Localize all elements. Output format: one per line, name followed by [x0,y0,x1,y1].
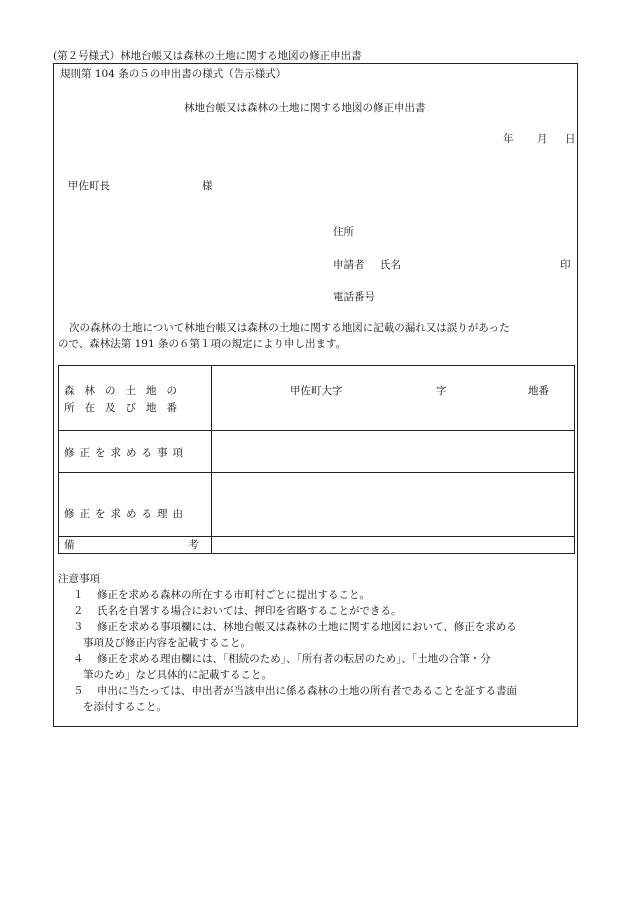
address-label: 住所 [333,226,354,238]
row4-label-a: 備 [64,539,75,551]
note-5-text-b: を添付すること。 [83,701,167,713]
row2-value-field[interactable] [212,431,574,472]
row3-value-field[interactable] [212,473,574,536]
applicant-label: 申請者 [333,259,365,271]
name-label: 氏名 [380,259,401,271]
note-5-text-a: 申出に当たっては、申出者が当該申出に係る森林の土地の所有者であることを証する書面 [97,685,517,697]
row3-label: 修正を求める理由 [64,508,188,520]
row1-value-field[interactable] [212,366,574,430]
addressee-honorific: 様 [202,180,213,192]
date-day: 日 [565,133,576,145]
seal-label: 印 [560,259,571,271]
row1-town: 甲佐町大字 [290,385,343,397]
row1-label-line1: 森林の土地の [64,385,187,397]
row2-label: 修正を求める事項 [64,447,188,459]
row1-chiban: 地番 [528,385,549,397]
body-text-line1: 次の森林の土地について林地台帳又は森林の土地に関する地図に記載の漏れ又は誤りがあった [69,322,510,334]
row1-label-line2: 所在及び地番 [64,402,187,414]
note-4-text-b: 筆のため」など具体的に記載すること。 [83,669,272,681]
note-1-number: １ [73,589,84,601]
note-2-text: 氏名を自署する場合においては、押印を省略することができる。 [97,605,402,617]
date-year: 年 [503,133,514,145]
note-4-number: ４ [73,653,84,665]
note-3-number: ３ [73,621,84,633]
note-5-number: ５ [73,685,84,697]
note-3-text-b: 事項及び修正内容を記載すること。 [83,637,251,649]
note-4-text-a: 修正を求める理由欄には、「相続のため」、「所有者の転居のため」、「土地の合筆・分 [97,653,491,665]
row4-label-b: 考 [188,539,199,551]
phone-label: 電話番号 [333,291,375,303]
body-text-line2: ので、森林法第 191 条の６第１項の規定により申し出ます。 [58,338,347,350]
addressee-name: 甲佐町長 [68,180,110,192]
date-month: 月 [537,133,548,145]
document-title: 林地台帳又は森林の土地に関する地図の修正申出書 [184,102,426,114]
form-number-label: (第２号様式）林地台帳又は森林の土地に関する地図の修正申出書 [53,50,362,62]
notes-heading: 注意事項 [58,573,100,585]
note-3-text-a: 修正を求める事項欄には、林地台帳又は森林の土地に関する地図において、修正を求める [97,621,517,633]
note-2-number: ２ [73,605,84,617]
row4-value-field[interactable] [212,537,574,553]
row1-aza: 字 [436,385,447,397]
note-1-text: 修正を求める森林の所在する市町村ごとに提出すること。 [97,589,370,601]
rule-label: 規則第 104 条の５の申出書の様式（告示様式） [60,68,287,80]
